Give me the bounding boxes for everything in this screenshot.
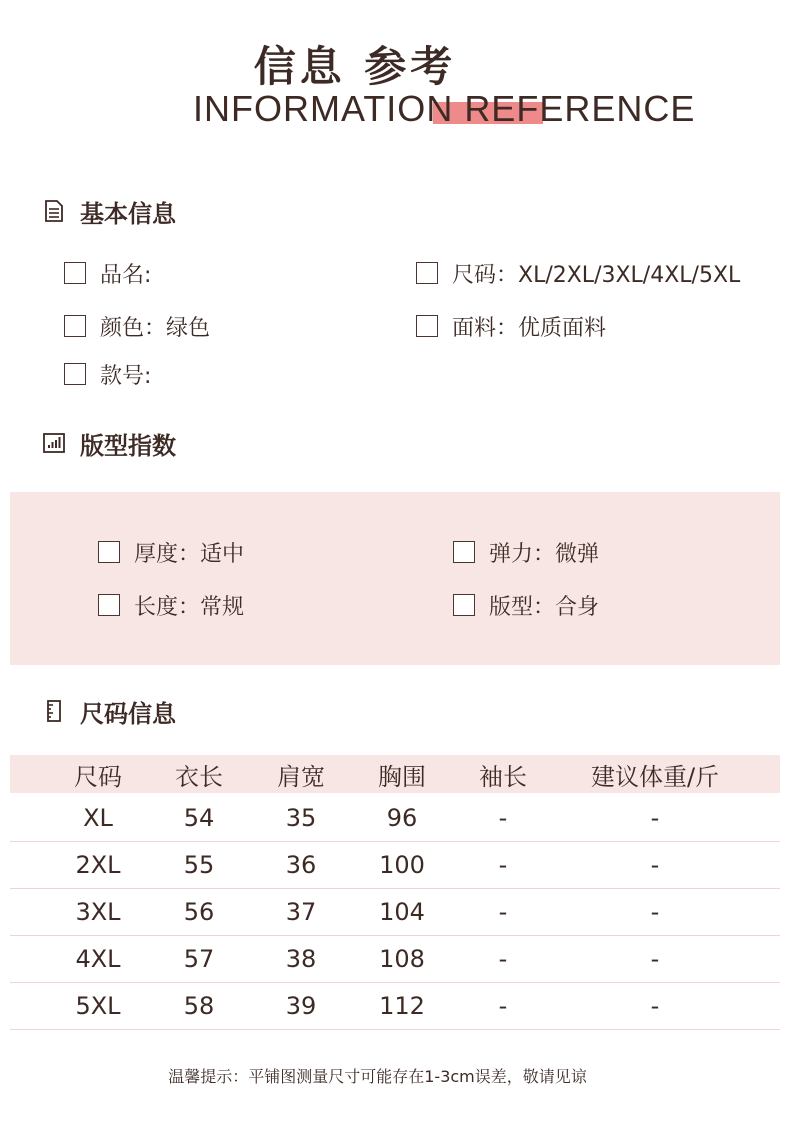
bar-chart-icon	[42, 431, 66, 455]
table-cell: 35	[285, 804, 317, 832]
table-cell: -	[650, 945, 660, 973]
table-cell: 3XL	[75, 898, 121, 926]
column-header: 衣长	[175, 762, 223, 791]
table-cell: 57	[183, 945, 215, 973]
column-header: 建议体重/斤	[590, 762, 720, 791]
column-header: 尺码	[74, 762, 122, 791]
checkbox[interactable]	[416, 315, 438, 337]
table-cell: -	[650, 992, 660, 1020]
table-cell: -	[650, 804, 660, 832]
page-title: 信息 参考	[253, 42, 457, 91]
table-cell: 38	[285, 945, 317, 973]
table-cell: -	[498, 804, 508, 832]
checkbox[interactable]	[98, 594, 120, 616]
table-cell: 112	[379, 992, 425, 1020]
fit-item-thickness	[98, 537, 244, 567]
fit-index-panel	[10, 492, 780, 665]
table-cell: 96	[386, 804, 418, 832]
section-label: 尺码信息	[80, 699, 176, 728]
info-item-style-no	[64, 359, 151, 389]
table-cell: -	[498, 851, 508, 879]
table-cell: 2XL	[75, 851, 121, 879]
section-label: 版型指数	[80, 431, 176, 460]
checkbox[interactable]	[64, 262, 86, 284]
checkbox[interactable]	[98, 541, 120, 563]
section-fit-index	[42, 426, 176, 460]
footer-note: 温馨提示：平铺图测量尺寸可能存在1-3cm误差，敬请见谅	[168, 1067, 587, 1086]
fit-item-label: 长度：常规	[134, 594, 245, 620]
table-cell: 4XL	[75, 945, 121, 973]
table-row	[10, 795, 780, 842]
fit-item-elasticity	[453, 537, 599, 567]
info-item-label: 款号:	[100, 363, 152, 389]
table-row	[10, 983, 780, 1030]
table-cell: 55	[183, 851, 215, 879]
page-subtitle-wrap	[193, 88, 695, 132]
ruler-icon	[42, 699, 66, 723]
size-table	[10, 755, 780, 1030]
column-header: 袖长	[479, 762, 527, 791]
document-icon	[42, 199, 66, 223]
page-subtitle: INFORMATION REFERENCE	[193, 88, 696, 129]
table-cell: -	[650, 898, 660, 926]
info-item-label: 品名:	[100, 262, 152, 288]
table-header-row	[10, 755, 780, 793]
checkbox[interactable]	[64, 363, 86, 385]
checkbox[interactable]	[416, 262, 438, 284]
info-item-fabric	[416, 311, 606, 341]
table-cell: -	[498, 992, 508, 1020]
table-cell: 100	[379, 851, 425, 879]
table-cell: 5XL	[75, 992, 121, 1020]
fit-item-label: 弹力：微弹	[489, 541, 600, 567]
checkbox[interactable]	[64, 315, 86, 337]
table-cell: -	[498, 945, 508, 973]
info-item-name	[64, 258, 151, 288]
table-cell: -	[498, 898, 508, 926]
fit-item-label: 版型：合身	[489, 594, 600, 620]
column-header: 肩宽	[277, 762, 325, 791]
checkbox[interactable]	[453, 541, 475, 563]
table-cell: 37	[285, 898, 317, 926]
info-item-size	[416, 258, 740, 288]
table-cell: 39	[285, 992, 317, 1020]
table-cell: XL	[83, 804, 113, 832]
info-item-label: 尺码：XL/2XL/3XL/4XL/5XL	[452, 262, 741, 288]
table-cell: 54	[183, 804, 215, 832]
table-cell: 36	[285, 851, 317, 879]
column-header: 胸围	[378, 762, 426, 791]
table-cell: 56	[183, 898, 215, 926]
section-basic-info	[42, 194, 176, 228]
section-size-info	[42, 694, 176, 728]
fit-item-label: 厚度：适中	[134, 541, 245, 567]
section-label: 基本信息	[80, 199, 176, 228]
table-row	[10, 842, 780, 889]
table-cell: 104	[379, 898, 425, 926]
info-item-label: 面料：优质面料	[452, 315, 607, 341]
fit-item-cut	[453, 590, 599, 620]
info-item-color	[64, 311, 210, 341]
table-cell: -	[650, 851, 660, 879]
fit-item-length	[98, 590, 244, 620]
info-item-label: 颜色：绿色	[100, 315, 211, 341]
table-cell: 58	[183, 992, 215, 1020]
table-row	[10, 889, 780, 936]
checkbox[interactable]	[453, 594, 475, 616]
table-cell: 108	[379, 945, 425, 973]
table-row	[10, 936, 780, 983]
